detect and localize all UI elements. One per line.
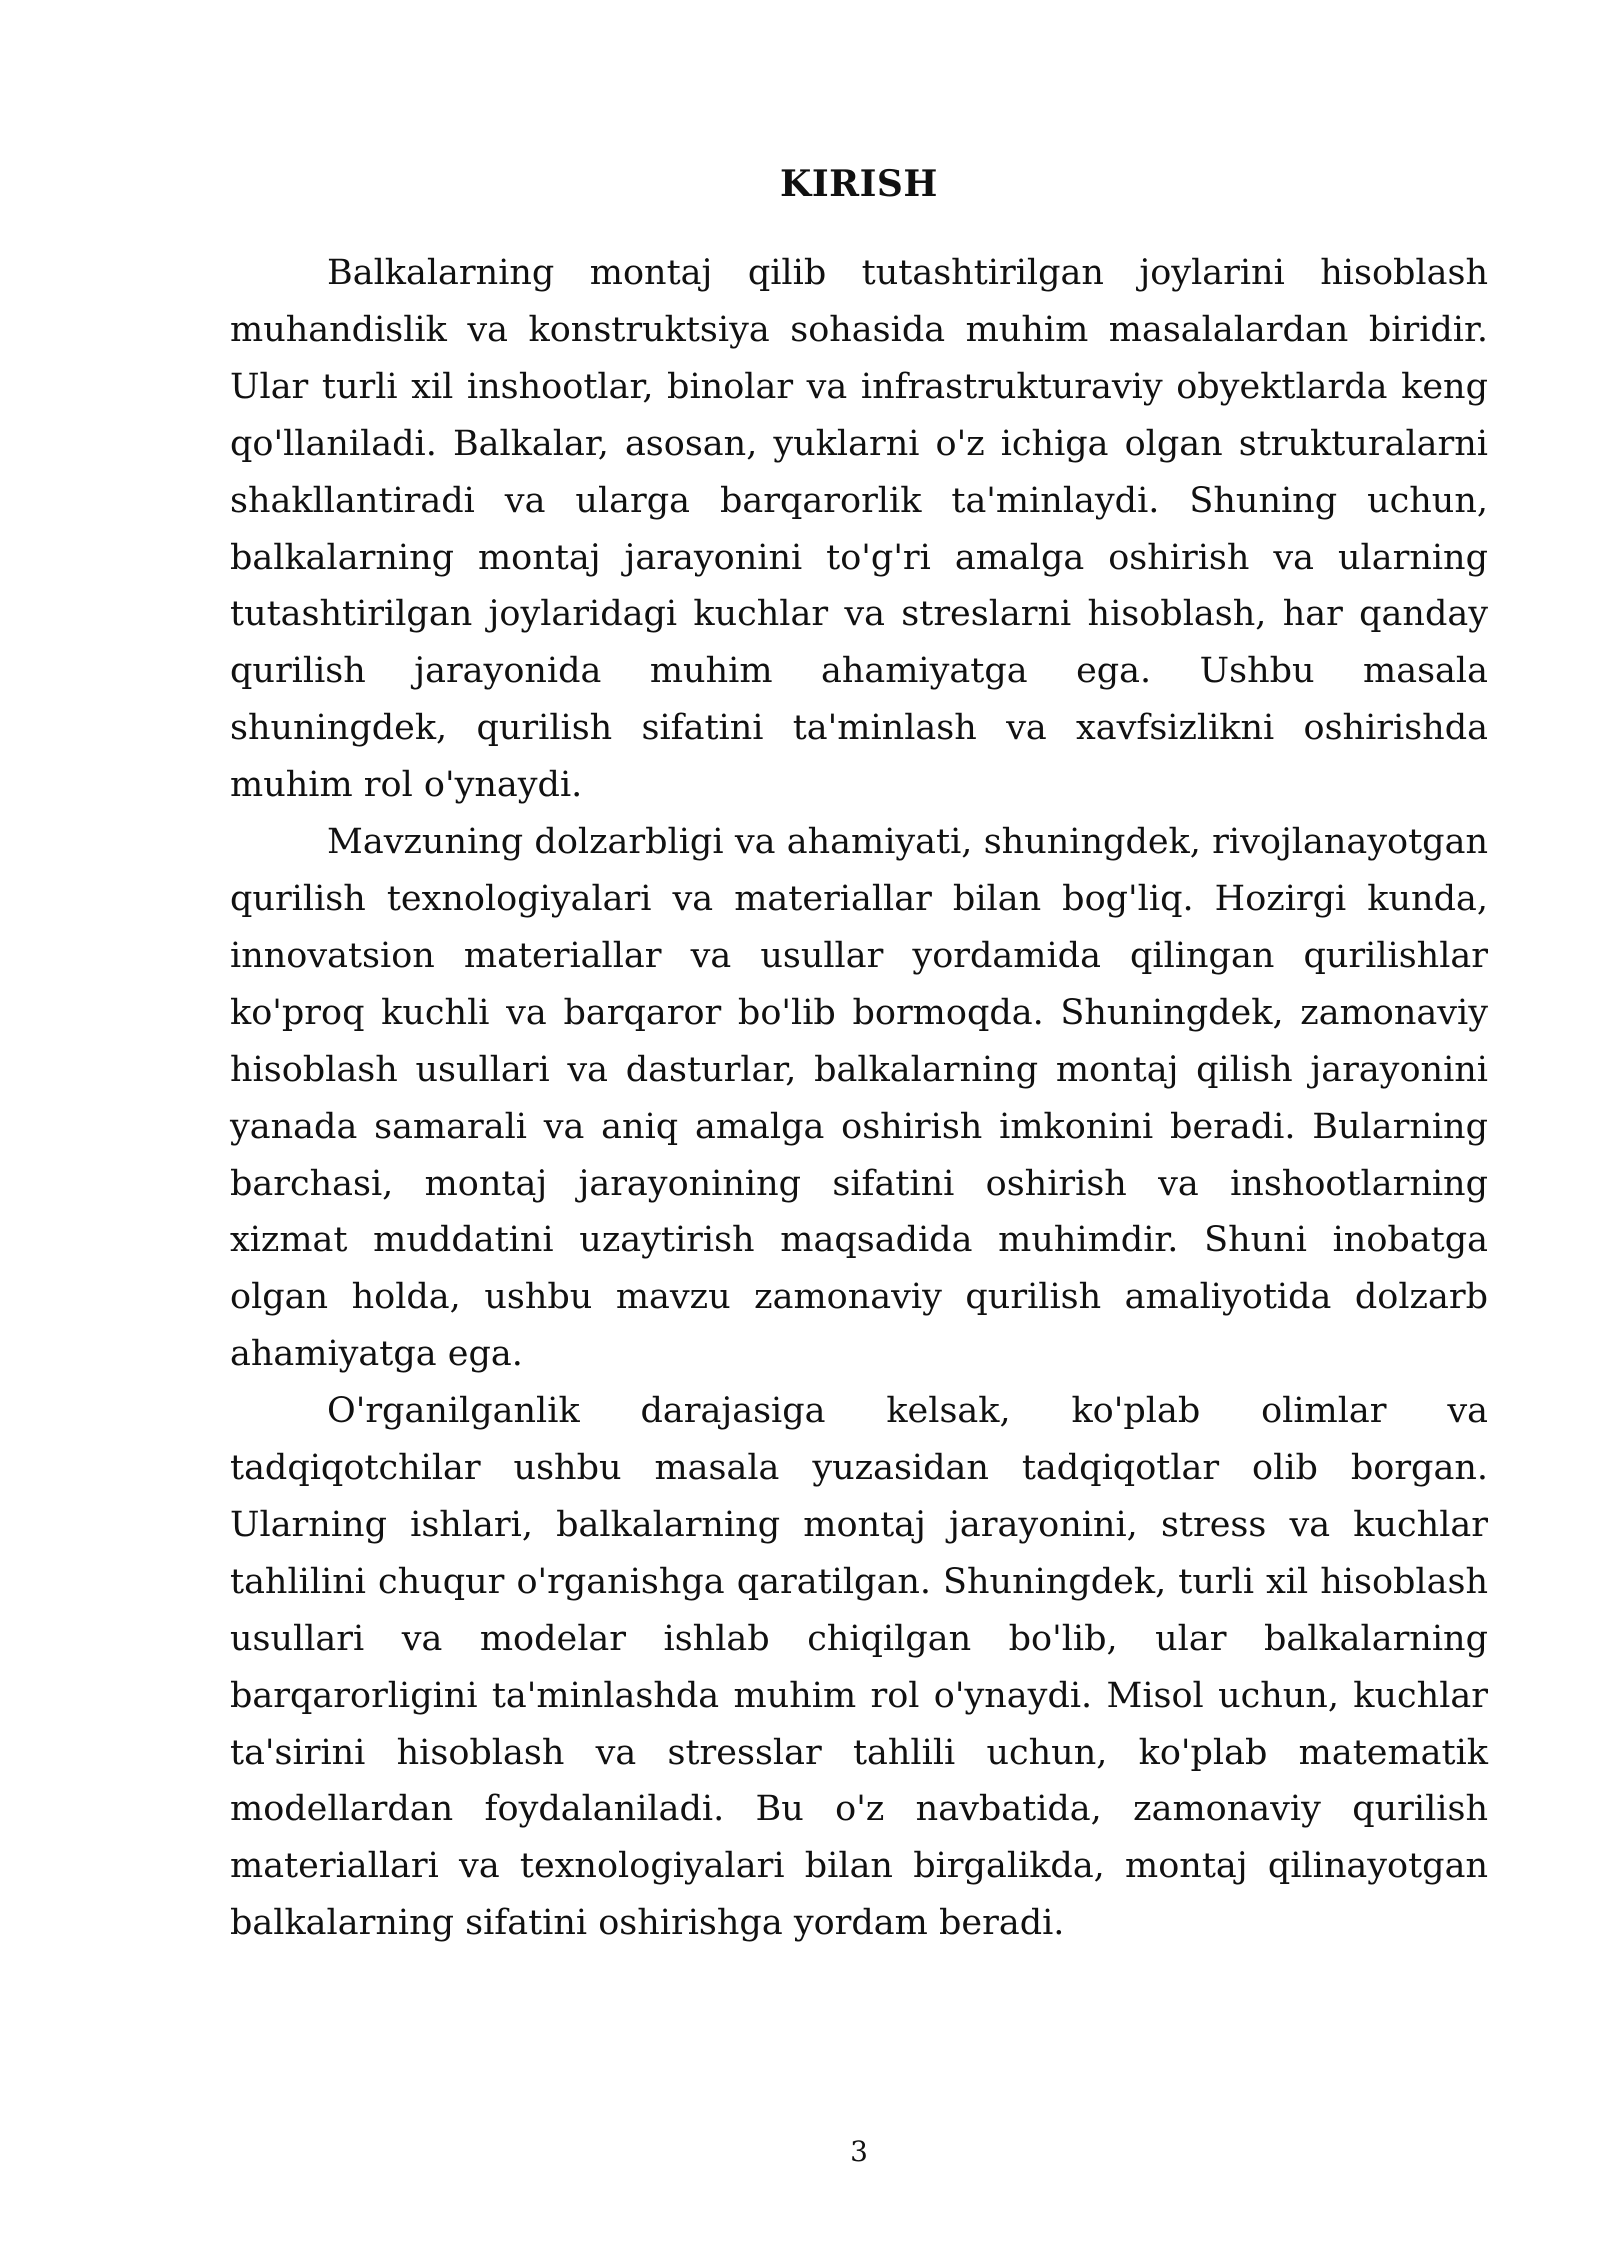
body-text: [230, 245, 1488, 1952]
page-number: 3: [850, 2135, 868, 2168]
paragraph-relevance-intro: Balkalarning montaj qilib tutashtirilgan joylarini hisoblash muhandislik va konstruktsiya sohasida muhim masalalardan biridir. Ular turli xil inshootlar, binolar va infrastrukturaviy obyektlarda keng qo'llaniladi. Balkalar, asosan, yuklarni o'z ichiga olgan strukturalarni shakllantiradi va ularga barqarorlik ta'minlaydi. Shuning uchun, balkalarning montaj jarayonini to'g'ri amalga oshirish va ularning tutashtirilgan joylaridagi kuchlar va streslarni hisoblash, har qanday qurilish jarayonida muhim ahamiyatga ega. Ushbu masala shuningdek, qurilish sifatini ta'minlash va xavfsizlikni oshirishda muhim rol o'ynaydi.: [230, 253, 1488, 806]
section-title: KIRISH: [780, 163, 938, 205]
paragraph-topicality: Mavzuning dolzarbligi va ahamiyati, shuningdek, rivojlanayotgan qurilish texnologiyalari va materiallar bilan bog'liq. Hozirgi kunda, innovatsion materiallar va usullar yordamida qilingan qurilishlar ko'proq kuchli va barqaror bo'lib bormoqda. Shuningdek, zamonaviy hisoblash usullari va dasturlar, balkalarning montaj qilish jarayonini yanada samarali va aniq amalga oshirish imkonini beradi. Bularning barchasi, montaj jarayonining sifatini oshirish va inshootlarning xizmat muddatini uzaytirish maqsadida muhimdir. Shuni inobatga olgan holda, ushbu mavzu zamonaviy qurilish amaliyotida dolzarb ahamiyatga ega.: [230, 822, 1488, 1375]
paragraph-research-degree: O'rganilganlik darajasiga kelsak, ko'plab olimlar va tadqiqotchilar ushbu masala yuzasidan tadqiqotlar olib borgan. Ularning ishlari, balkalarning montaj jarayonini, stress va kuchlar tahlilini chuqur o'rganishga qaratilgan. Shuningdek, turli xil hisoblash usullari va modelar ishlab chiqilgan bo'lib, ular balkalarning barqarorligini ta'minlashda muhim rol o'ynaydi. Misol uchun, kuchlar ta'sirini hisoblash va stresslar tahlili uchun, ko'plab matematik modellardan foydalaniladi. Bu o'z navbatida, zamonaviy qurilish materiallari va texnologiyalari bilan birgalikda, montaj qilinayotgan balkalarning sifatini oshirishga yordam beradi.: [230, 1391, 1488, 1944]
